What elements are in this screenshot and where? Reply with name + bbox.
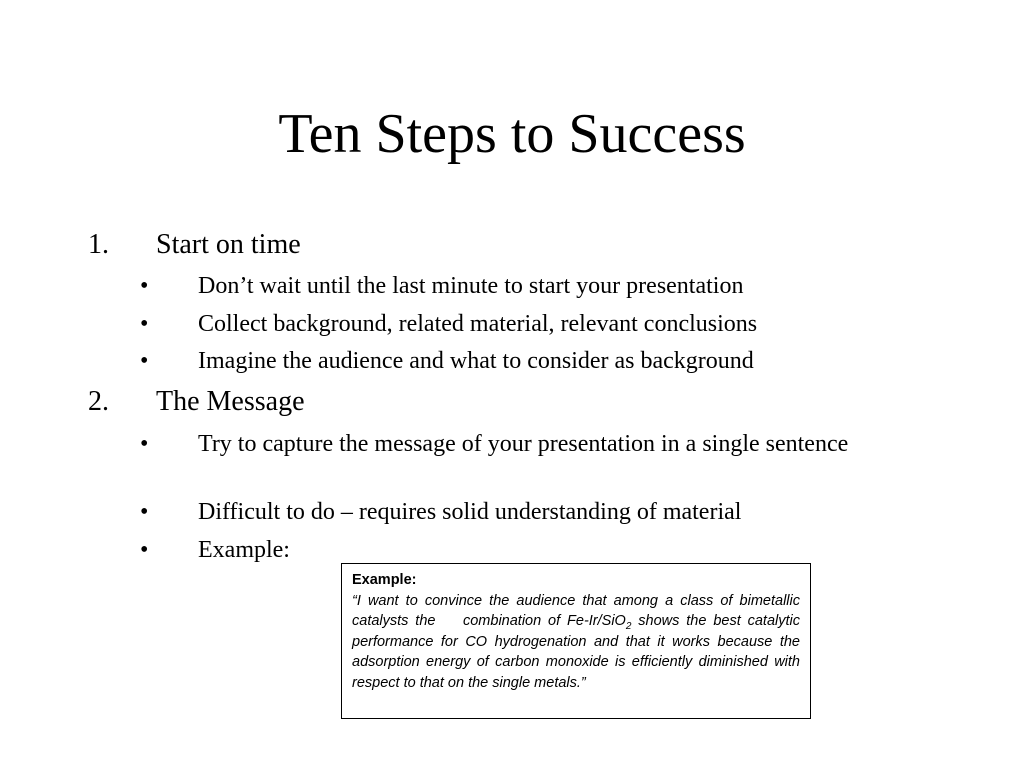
example-text-box [341, 563, 811, 719]
section-number: 2. [88, 386, 109, 417]
bullet-icon: • [140, 348, 149, 374]
bullet-icon: • [140, 311, 149, 337]
bullet-text: Example: [198, 537, 290, 563]
list-item [140, 271, 880, 301]
list-item [140, 535, 880, 565]
example-box-heading: Example: [352, 572, 417, 588]
bullet-icon: • [140, 431, 149, 457]
section-heading-text: Start on time [156, 229, 301, 260]
subscript-2: 2 [625, 620, 632, 632]
section-number: 1. [88, 229, 109, 260]
quote-text-part-1: “I want to convince the audience that among a class of bimetallic catalysts the combination of Fe-Ir/SiO [352, 592, 805, 629]
list-item [140, 429, 880, 459]
bullet-text: Imagine the audience and what to consider as background [198, 348, 754, 374]
list-item [140, 346, 880, 376]
bullet-icon: • [140, 273, 149, 299]
section-heading-text: The Message [156, 386, 305, 417]
quote-text-part-2: shows the best catalytic performance for CO hydrogenation and that it works because the adsorption energy of carbon monoxide is efficiently diminished with respect to that on the single metals.” [352, 613, 800, 691]
slide-title: Ten Steps to Success [278, 103, 746, 165]
list-item [140, 309, 880, 339]
list-item [140, 497, 880, 527]
bullet-icon: • [140, 499, 149, 525]
example-box-quote [352, 591, 805, 694]
bullet-text: Collect background, related material, relevant conclusions [198, 311, 758, 337]
bullet-text: Try to capture the message of your presentation in a single sentence [198, 431, 849, 457]
bullet-text: Difficult to do – requires solid understanding of material [198, 499, 742, 525]
bullet-icon: • [140, 537, 149, 563]
bullet-text: Don’t wait until the last minute to start your presentation [198, 273, 744, 299]
